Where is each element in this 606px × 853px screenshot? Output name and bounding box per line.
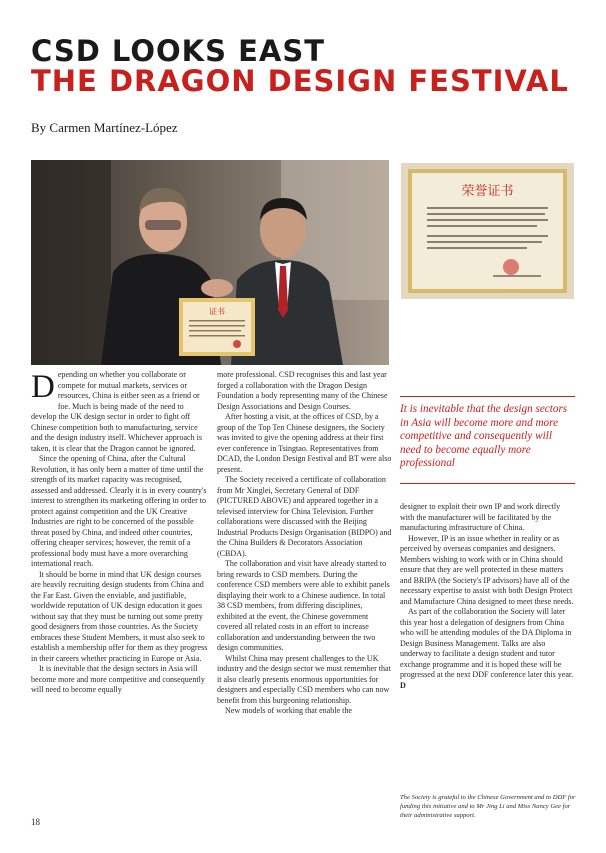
pullquote: It is inevitable that the design sectors in Asia will become more and more competitive and consequently will need to become equally more professional	[400, 403, 568, 469]
drop-cap: D	[31, 369, 55, 405]
headline	[31, 36, 569, 96]
paragraph: The collaboration and visit have already started to bring rewards to CSD members. During the conference CSD members were able to exhibit panels displaying their work to a Chinese audience. In total 38 CSD members, from differing disciplines, exhibited at the event, the Chinese government covered all related costs in an effort to increase collaboration and understanding between the two design communities.	[217, 559, 390, 652]
paragraph-text: epending on whether you collaborate or compete for mutual markets, services or resources, China is either seen as a friend or foe. Much is being made of the need to develop the UK design sector in order to fight off Chinese competition both to manufacturing, service and the design industry itself. Whichever approach is taken, it is clear that the Dragon cannot be ignored.	[31, 370, 203, 453]
pullquote-rule-top	[400, 396, 575, 397]
paragraph: However, IP is an issue whether in reality or as perceived by overseas companies and designers. Members wishing to work with or in China should ensure that they are well protected in these matters and BRIPA (the Society's IP advisors) have all of the necessary expertise to assist with both Design Protect and Manufacture China designed to meet these needs.	[400, 533, 574, 606]
paragraph: The Society received a certificate of collaboration from Mr Xinglei, Secretary General of DDF (PICTURED ABOVE) and appeared together in a televised interview for China Television. Further collaborations were discussed with the Beijing Industrial Products Design Organisation (BIDPO) and the China Builders & Decorators Association (CBDA).	[217, 475, 392, 558]
paragraph	[31, 370, 209, 454]
certificate-illustration	[401, 163, 574, 299]
paragraph	[400, 607, 575, 691]
acknowledgement: The Society is grateful to the Chinese Government and to DDF for funding this initiative and to Mr Jing Li and Miss Nancy Gee for their administrative support.	[400, 794, 576, 819]
headline-line-2: THE DRAGON DESIGN FESTIVAL	[31, 64, 569, 98]
handshake-photo	[31, 160, 389, 365]
photo-certificate-heading: 证书	[209, 307, 225, 316]
end-mark: D	[400, 680, 406, 690]
byline: By Carmen Martínez-López	[31, 120, 178, 135]
article-column-2	[217, 370, 392, 717]
headline-line-1: CSD LOOKS EAST	[31, 34, 326, 68]
paragraph: designer to exploit their own IP and work directly with the manufacturer will be facilitated by the manufacturing infrastructure of China.	[400, 502, 561, 532]
article-column-1	[31, 370, 209, 696]
paragraph: Whilst China may present challenges to the UK industry and the design sector we must remember that it also clearly presents enormous opportunities for designers and especially CSD members who can now benefit from this burgeoning relationship.	[217, 653, 391, 705]
certificate-heading: 荣誉证书	[461, 184, 514, 199]
paragraph: more professional. CSD recognises this and last year forged a collaboration with the Dragon Design Foundation a body representing many of the Chinese Design Associations and Design Courses.	[217, 370, 388, 411]
article-column-3	[400, 502, 575, 691]
page-number: 18	[31, 817, 40, 827]
certificate-image	[401, 163, 574, 299]
paragraph: Since the opening of China, after the Cultural Revolution, it has only been a matter of time until the strength of its market capacity was recognised, assessed and addressed. Clearly it is in every country's interest to strengthen its marketing offering in order to protect against competition and the UK Creative Industries are right to be concerned of the possible threat posed by China, and indeed other countries, offering cheaper services; however, the remit of a professional body must have a more overarching international reach.	[31, 454, 207, 568]
paragraph: It is inevitable that the design sectors in Asia will become more and more competitive and consequently will need to become equally	[31, 664, 205, 694]
handshake-photo-illustration	[31, 160, 389, 365]
pullquote-rule-bottom	[400, 483, 575, 484]
paragraph-text: As part of the collaboration the Society will later this year host a delegation of designers from China who will be attending modules of the DA Diploma in Design Business Management. Talks are also underway to facilitate a design student and tutor exchange programme and it is hoped these will be progressed at the next DDF conference later this year.	[400, 607, 574, 679]
paragraph: It should be borne in mind that UK design courses are heavily recruiting design students from China and the Far East. Given the enviable, and justifiable, worldwide reputation of UK design education it goes without say that they must be turning out some pretty good designers from those countries. As the Society embraces these Student Members, it must also seek to establish a membership offer for them as they progress in their careers whether practicing in Europe or Asia.	[31, 569, 208, 663]
paragraph: New models of working that enable the	[225, 706, 352, 715]
paragraph: After hosting a visit, at the offices of CSD, by a group of the Top Ten Chinese designers, the Society was invited to give the opening address at their first ever conference in Tsingtao. Representatives from DCAD, the London Design Festival and BT were also present.	[217, 412, 392, 474]
